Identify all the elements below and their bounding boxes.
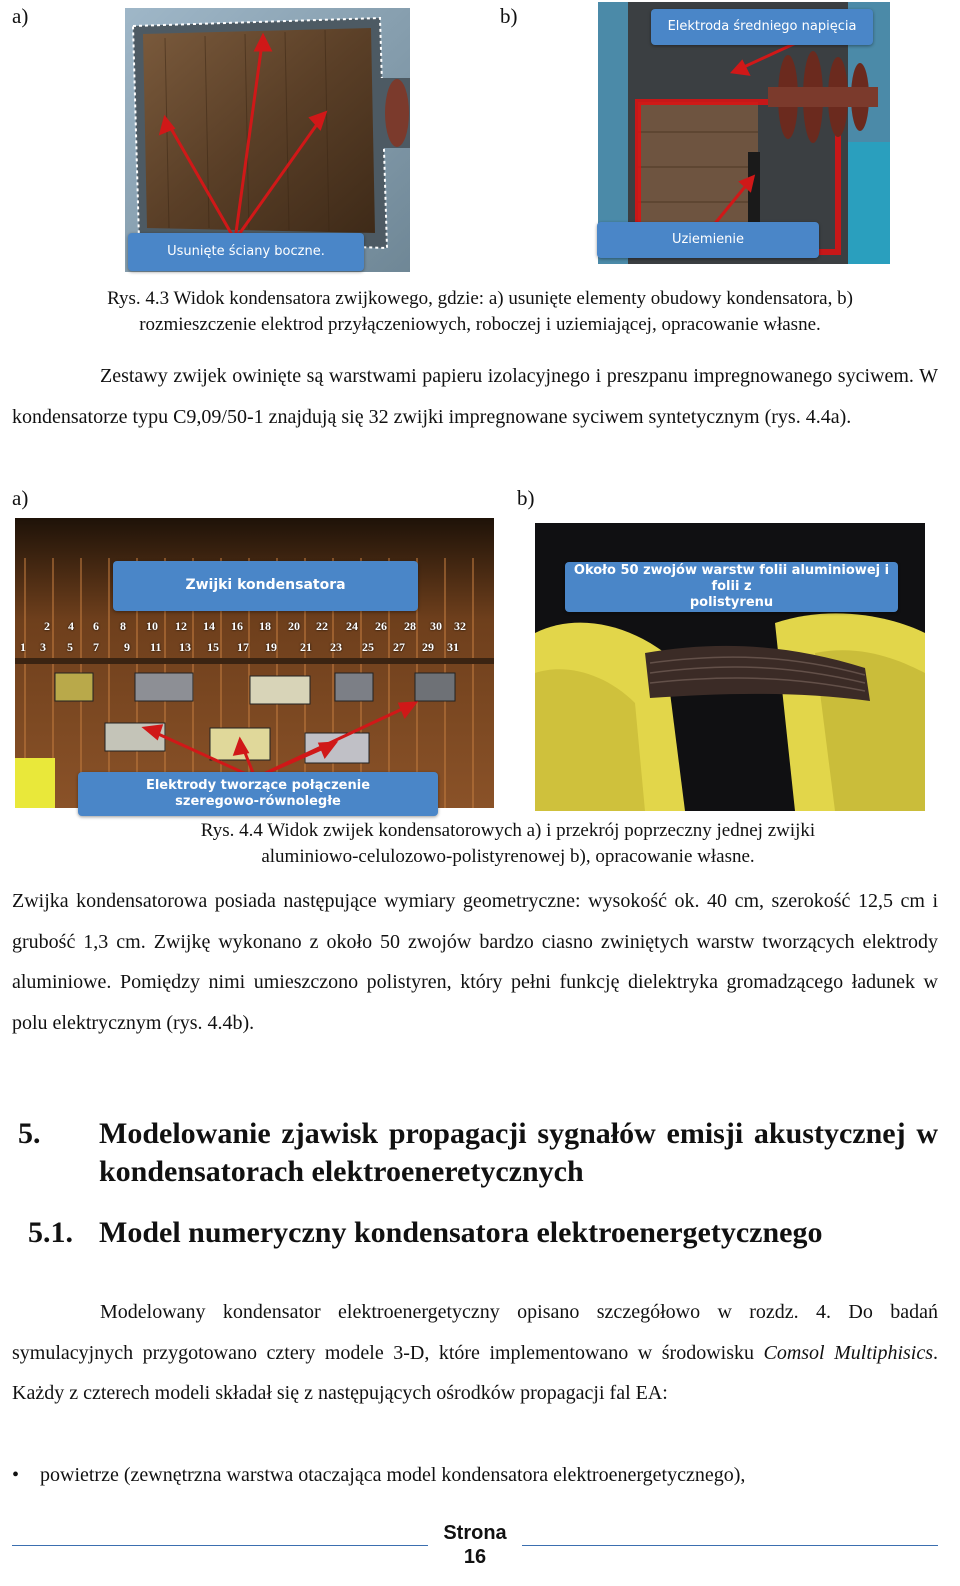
callout-foil-layers — [565, 562, 898, 612]
winding-number: 18 — [259, 619, 271, 633]
caption-line: aluminiowo-celulozowo-polistyrenowej b), opracowanie własne. — [261, 846, 755, 867]
figure-4-4-label-b: b) — [517, 486, 535, 510]
caption-line: Rys. 4.4 Widok zwijek kondensatorowych a) i przekrój poprzeczny jednej zwijki — [200, 820, 816, 841]
winding-number: 7 — [93, 640, 99, 654]
winding-number: 24 — [346, 619, 358, 633]
winding-number: 14 — [203, 619, 215, 633]
winding-number: 22 — [316, 619, 328, 633]
winding-number: 5 — [67, 640, 73, 654]
page-number — [420, 1521, 530, 1569]
winding-number: 15 — [207, 640, 219, 654]
callout-line: Około 50 zwojów warstw folii aluminiowej i folii z — [573, 562, 890, 594]
winding-number: 13 — [179, 640, 191, 654]
winding-number: 17 — [237, 640, 249, 654]
winding-number: 3 — [40, 640, 46, 654]
callout-medium-voltage-electrode: Elektroda średniego napięcia — [651, 9, 873, 45]
callout-capacitor-windings: Zwijki kondensatora — [113, 561, 418, 611]
winding-number: 27 — [393, 640, 405, 654]
caption-line: rozmieszczenie elektrod przyłączeniowych, roboczej i uziemiającej, opracowanie własne. — [139, 314, 821, 335]
footer-divider-left — [12, 1545, 428, 1546]
bullet-item-air: powietrze (zewnętrzna warstwa otaczająca model kondensatora elektroenergetycznego), — [40, 1464, 746, 1486]
winding-number: 6 — [93, 619, 99, 633]
winding-number: 28 — [404, 619, 416, 633]
winding-number: 8 — [120, 619, 126, 633]
winding-number: 16 — [231, 619, 243, 633]
winding-number: 26 — [375, 619, 387, 633]
callout-series-parallel-electrodes — [78, 772, 438, 816]
figure-4-4-label-a: a) — [12, 486, 29, 510]
caption-line: Rys. 4.3 Widok kondensatora zwijkowego, gdzie: a) usunięte elementy obudowy kondensatora, b) — [107, 288, 853, 309]
winding-number: 10 — [146, 619, 158, 633]
page-label: Strona — [443, 1522, 507, 1544]
winding-number: 19 — [265, 640, 277, 654]
paragraph-winding-dimensions: Zwijka kondensatorowa posiada następujące wymiary geometryczne: wysokość ok. 40 cm, szerokość 12,5 cm i grubość 1,3 cm. Zwijkę wykonano z około 50 zwojów bardzo ciasno zwiniętych warstw tworzących elektrody aluminiowe. Pomiędzy nimi umieszczono polistyren, który pełni funkcję dielektryka gromadzącego ładunek w polu elektrycznym (rys. 4.4b). — [12, 890, 938, 1034]
software-name: Comsol Multiphisics — [763, 1341, 933, 1364]
winding-number: 32 — [454, 619, 466, 633]
winding-number: 25 — [362, 640, 374, 654]
figure-4-3-label-a: a) — [12, 4, 29, 28]
winding-number: 2 — [44, 619, 50, 633]
paragraph-numerical-model: Modelowany kondensator elektroenergetyczny opisano szczegółowo w rozdz. 4. Do badań symulacyjnych przygotowano cztery modele 3-D, które implementowano w środowisku Comsol Multiphisics. Każdy z czterech modeli składał się z następujących ośrodków propagacji fal EA: — [12, 1301, 938, 1404]
bullet-icon: • — [12, 1464, 20, 1486]
winding-number: 4 — [68, 619, 74, 633]
winding-number: 20 — [288, 619, 300, 633]
figure-4-3-caption — [0, 286, 960, 338]
page-value: 16 — [463, 1546, 487, 1568]
figure-4-3-label-b: b) — [500, 4, 518, 28]
winding-number: 29 — [422, 640, 434, 654]
winding-number: 23 — [330, 640, 342, 654]
winding-number: 9 — [124, 640, 130, 654]
paragraph-windings-wrap: Zestawy zwijek owinięte są warstwami papieru izolacyjnego i preszpanu impregnowanego syciwem. W kondensatorze typu C9,09/50-1 znajdują się 32 zwijki impregnowane syciwem syntetycznym (rys. 4.4a). — [12, 365, 938, 428]
winding-number: 11 — [150, 640, 162, 654]
callout-removed-walls: Usunięte ściany boczne. — [128, 233, 364, 271]
figure-4-4-caption — [28, 818, 960, 870]
winding-number: 21 — [300, 640, 312, 654]
callout-line: polistyrenu — [689, 595, 774, 611]
winding-number: 31 — [447, 640, 459, 654]
section-5-1-number: 5.1. — [28, 1216, 73, 1249]
winding-number: 12 — [175, 619, 187, 633]
footer-divider-right — [522, 1545, 938, 1546]
winding-number: 1 — [20, 640, 26, 654]
section-5-1-title: Model numeryczny kondensatora elektroenergetycznego — [99, 1216, 823, 1249]
section-5-number: 5. — [18, 1117, 41, 1150]
winding-number: 30 — [430, 619, 442, 633]
callout-line: Elektrody tworzące połączenie — [145, 777, 371, 793]
section-5-title: Modelowanie zjawisk propagacji sygnałów emisji akustycznej w kondensatorach elektroeneretycznych — [99, 1117, 938, 1188]
callout-line: szeregowo-równoległe — [175, 794, 341, 809]
callout-grounding: Uziemienie — [597, 222, 819, 258]
